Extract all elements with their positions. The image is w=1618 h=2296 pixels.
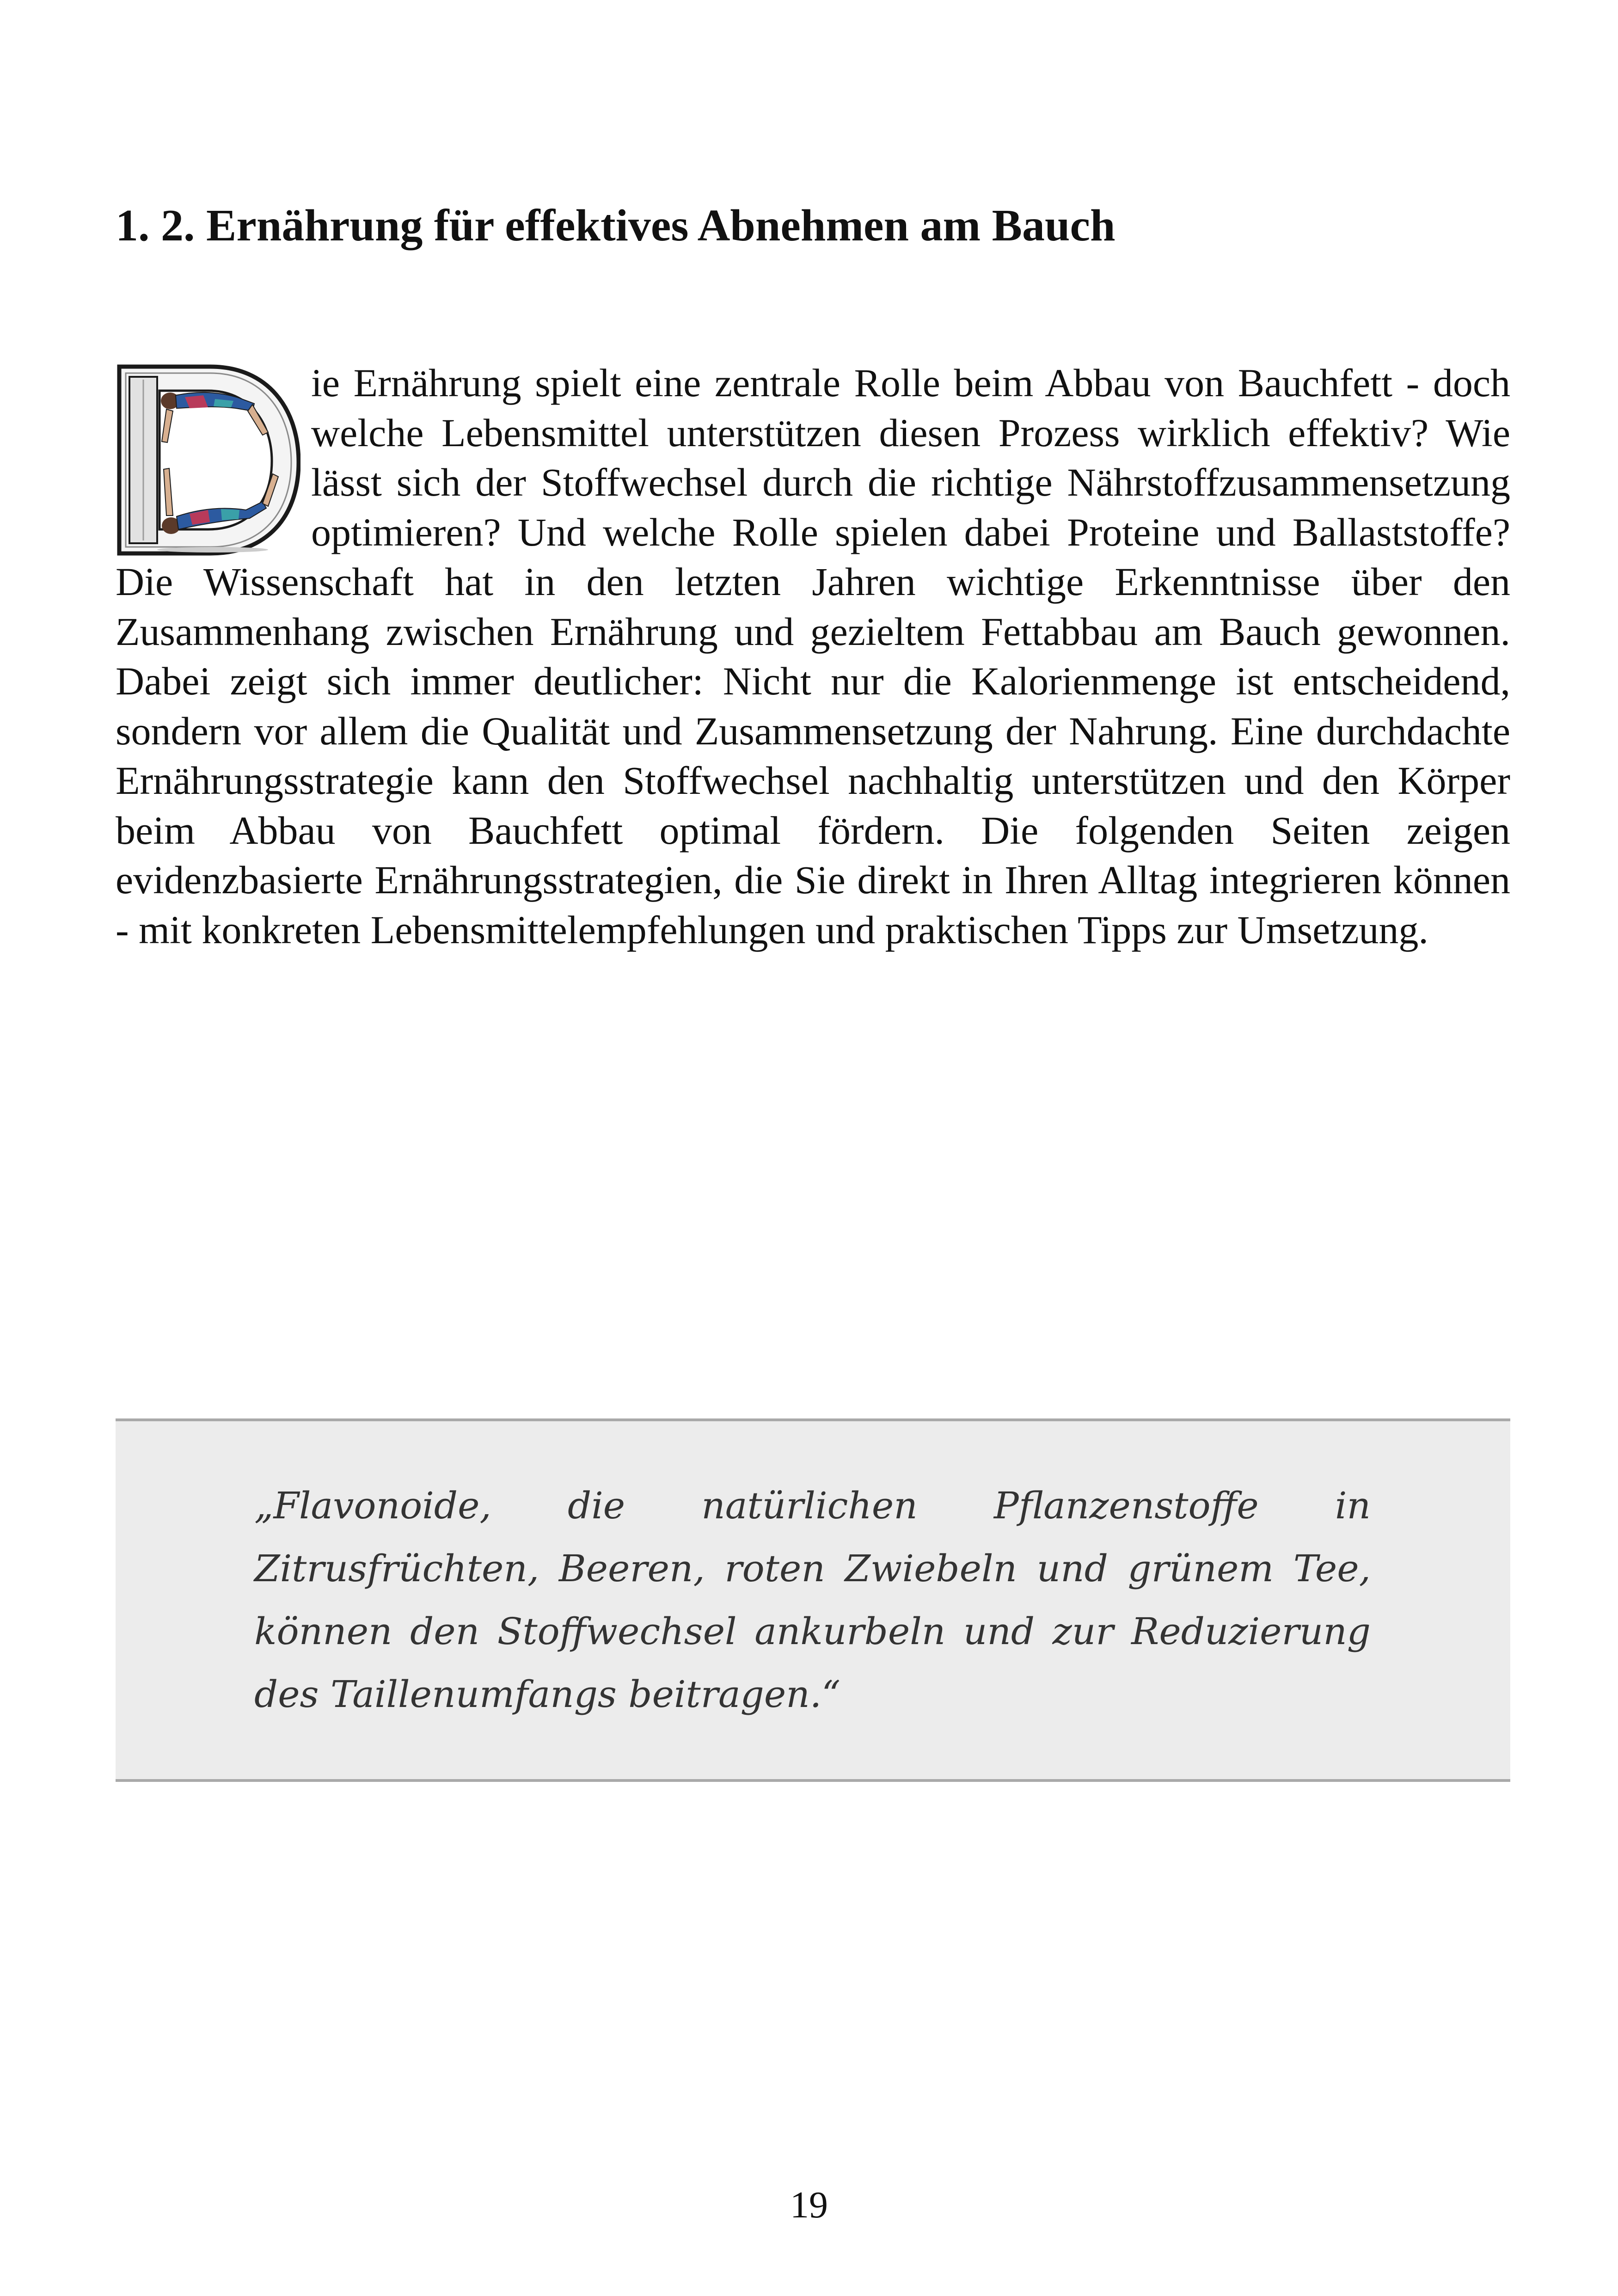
dropcap-d-illustration — [116, 363, 303, 557]
page-number: 19 — [790, 2184, 828, 2226]
section-heading: 1. 2. Ernährung für effektives Abnehmen am Bauch — [116, 201, 1115, 251]
intro-paragraph-text: ie Ernährung spielt eine zentrale Rolle beim Abbau von Bauchfett - doch welche Lebensmittel unterstützen diesen Prozess wirklich effektiv? Wie lässt sich der Stoffwechsel durch die richtige Nährstoffzusammensetzung optimieren? Und welche Rolle spielen dabei Proteine und Ballaststoffe? Die Wissenschaft hat in den letzten Jahren wichtige Erkenntnisse über den Zusammenhang zwischen Ernährung und gezieltem Fettabbau am Bauch gewonnen. Dabei zeigt sich immer deutlicher: Nicht nur die Kalorienmenge ist entscheidend, sondern vor allem die Qualität und Zusammensetzung der Nahrung. Eine durchdachte Ernährungsstrategie kann den Stoffwechsel nachhaltig unterstützen und den Körper beim Abbau von Bauchfett optimal fördern. Die folgenden Seiten zeigen evidenzbasierte Ernährungsstrategien, die Sie direkt in Ihren Alltag integrieren können - mit konkreten Lebensmittelempfehlungen und praktischen Tipps zur Umsetzung. — [116, 361, 1510, 952]
quote-text: „Flavonoide, die natürlichen Pflanzenstoffe in Zitrusfrüchten, Beeren, roten Zwiebeln und grünem Tee, können den Stoffwechsel ankurbeln und zur Reduzierung des Taillenumfangs beitragen.“ — [254, 1484, 1371, 1716]
intro-paragraph — [116, 358, 1510, 955]
quote-box — [116, 1418, 1510, 1782]
